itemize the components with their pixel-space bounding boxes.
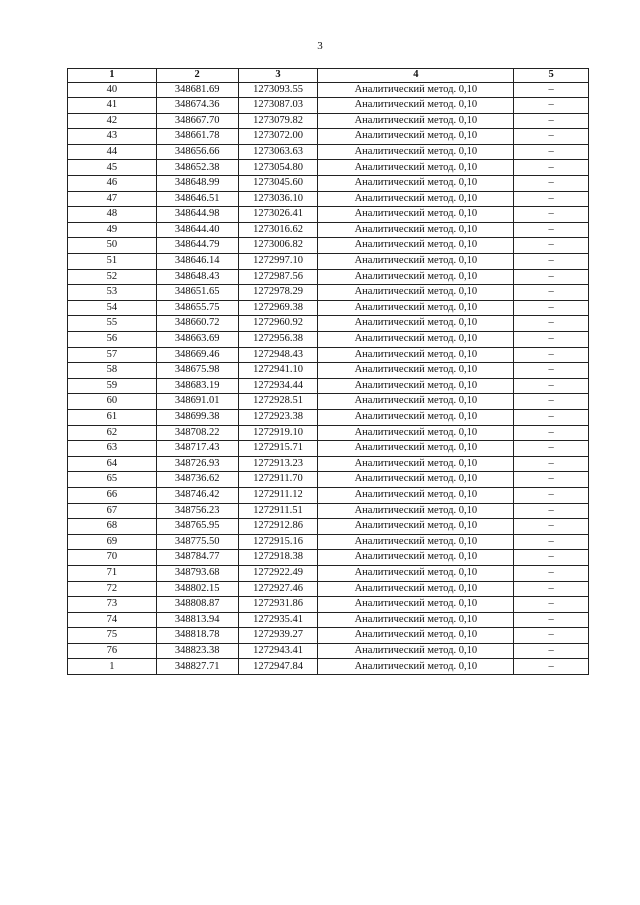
method-cell: Аналитический метод. 0,10 [318,129,514,145]
note-cell: – [514,409,589,425]
y-coordinate-cell: 1272939.27 [238,628,318,644]
point-number-cell: 70 [68,550,157,566]
note-cell: – [514,254,589,270]
x-coordinate-cell: 348675.98 [156,363,238,379]
column-header: 1 [68,69,157,83]
point-number-cell: 73 [68,597,157,613]
y-coordinate-cell: 1272918.38 [238,550,318,566]
method-cell: Аналитический метод. 0,10 [318,659,514,675]
table-row [68,207,589,223]
method-cell: Аналитический метод. 0,10 [318,113,514,129]
x-coordinate-cell: 348661.78 [156,129,238,145]
method-cell: Аналитический метод. 0,10 [318,425,514,441]
table-row [68,176,589,192]
point-number-cell: 65 [68,472,157,488]
point-number-cell: 57 [68,347,157,363]
column-header: 2 [156,69,238,83]
x-coordinate-cell: 348823.38 [156,643,238,659]
x-coordinate-cell: 348746.42 [156,487,238,503]
point-number-cell: 44 [68,144,157,160]
method-cell: Аналитический метод. 0,10 [318,82,514,98]
table-row [68,254,589,270]
x-coordinate-cell: 348717.43 [156,441,238,457]
y-coordinate-cell: 1272931.86 [238,597,318,613]
table-row [68,363,589,379]
method-cell: Аналитический метод. 0,10 [318,363,514,379]
point-number-cell: 67 [68,503,157,519]
column-header: 3 [238,69,318,83]
method-cell: Аналитический метод. 0,10 [318,472,514,488]
x-coordinate-cell: 348756.23 [156,503,238,519]
x-coordinate-cell: 348827.71 [156,659,238,675]
note-cell: – [514,144,589,160]
method-cell: Аналитический метод. 0,10 [318,176,514,192]
page-number: 3 [317,40,323,52]
point-number-cell: 71 [68,565,157,581]
table-row [68,332,589,348]
table-row [68,565,589,581]
note-cell: – [514,565,589,581]
y-coordinate-cell: 1272919.10 [238,425,318,441]
y-coordinate-cell: 1272987.56 [238,269,318,285]
table-row [68,238,589,254]
method-cell: Аналитический метод. 0,10 [318,347,514,363]
x-coordinate-cell: 348813.94 [156,612,238,628]
y-coordinate-cell: 1272915.71 [238,441,318,457]
note-cell: – [514,222,589,238]
note-cell: – [514,378,589,394]
note-cell: – [514,113,589,129]
table-row [68,300,589,316]
column-header: 4 [318,69,514,83]
table-row [68,113,589,129]
table-row [68,550,589,566]
note-cell: – [514,98,589,114]
y-coordinate-cell: 1272934.44 [238,378,318,394]
y-coordinate-cell: 1273087.03 [238,98,318,114]
y-coordinate-cell: 1273063.63 [238,144,318,160]
method-cell: Аналитический метод. 0,10 [318,550,514,566]
table-row [68,285,589,301]
point-number-cell: 60 [68,394,157,410]
x-coordinate-cell: 348667.70 [156,113,238,129]
y-coordinate-cell: 1272997.10 [238,254,318,270]
y-coordinate-cell: 1273036.10 [238,191,318,207]
point-number-cell: 64 [68,456,157,472]
table-row [68,316,589,332]
method-cell: Аналитический метод. 0,10 [318,254,514,270]
point-number-cell: 55 [68,316,157,332]
x-coordinate-cell: 348648.99 [156,176,238,192]
x-coordinate-cell: 348699.38 [156,409,238,425]
x-coordinate-cell: 348660.72 [156,316,238,332]
point-number-cell: 45 [68,160,157,176]
y-coordinate-cell: 1272941.10 [238,363,318,379]
method-cell: Аналитический метод. 0,10 [318,409,514,425]
note-cell: – [514,472,589,488]
table-row [68,597,589,613]
x-coordinate-cell: 348708.22 [156,425,238,441]
method-cell: Аналитический метод. 0,10 [318,332,514,348]
point-number-cell: 40 [68,82,157,98]
note-cell: – [514,519,589,535]
method-cell: Аналитический метод. 0,10 [318,534,514,550]
method-cell: Аналитический метод. 0,10 [318,456,514,472]
x-coordinate-cell: 348793.68 [156,565,238,581]
y-coordinate-cell: 1272956.38 [238,332,318,348]
y-coordinate-cell: 1273045.60 [238,176,318,192]
method-cell: Аналитический метод. 0,10 [318,316,514,332]
note-cell: – [514,316,589,332]
note-cell: – [514,238,589,254]
method-cell: Аналитический метод. 0,10 [318,207,514,223]
x-coordinate-cell: 348663.69 [156,332,238,348]
x-coordinate-cell: 348808.87 [156,597,238,613]
method-cell: Аналитический метод. 0,10 [318,394,514,410]
y-coordinate-cell: 1272943.41 [238,643,318,659]
x-coordinate-cell: 348644.40 [156,222,238,238]
method-cell: Аналитический метод. 0,10 [318,98,514,114]
y-coordinate-cell: 1272915.16 [238,534,318,550]
method-cell: Аналитический метод. 0,10 [318,519,514,535]
note-cell: – [514,332,589,348]
note-cell: – [514,643,589,659]
table-row [68,347,589,363]
y-coordinate-cell: 1272922.49 [238,565,318,581]
y-coordinate-cell: 1273072.00 [238,129,318,145]
x-coordinate-cell: 348765.95 [156,519,238,535]
note-cell: – [514,269,589,285]
table-row [68,441,589,457]
note-cell: – [514,363,589,379]
x-coordinate-cell: 348683.19 [156,378,238,394]
table-row [68,659,589,675]
y-coordinate-cell: 1272947.84 [238,659,318,675]
note-cell: – [514,503,589,519]
y-coordinate-cell: 1272927.46 [238,581,318,597]
y-coordinate-cell: 1273079.82 [238,113,318,129]
note-cell: – [514,191,589,207]
y-coordinate-cell: 1272912.86 [238,519,318,535]
point-number-cell: 54 [68,300,157,316]
method-cell: Аналитический метод. 0,10 [318,628,514,644]
table-row [68,378,589,394]
method-cell: Аналитический метод. 0,10 [318,378,514,394]
point-number-cell: 72 [68,581,157,597]
x-coordinate-cell: 348652.38 [156,160,238,176]
y-coordinate-cell: 1273016.62 [238,222,318,238]
method-cell: Аналитический метод. 0,10 [318,160,514,176]
method-cell: Аналитический метод. 0,10 [318,503,514,519]
table-row [68,612,589,628]
y-coordinate-cell: 1272969.38 [238,300,318,316]
y-coordinate-cell: 1272911.12 [238,487,318,503]
y-coordinate-cell: 1272923.38 [238,409,318,425]
point-number-cell: 62 [68,425,157,441]
point-number-cell: 68 [68,519,157,535]
table-row [68,191,589,207]
table-row [68,628,589,644]
table-row [68,456,589,472]
point-number-cell: 76 [68,643,157,659]
method-cell: Аналитический метод. 0,10 [318,487,514,503]
note-cell: – [514,300,589,316]
table-row [68,160,589,176]
note-cell: – [514,129,589,145]
method-cell: Аналитический метод. 0,10 [318,441,514,457]
y-coordinate-cell: 1272935.41 [238,612,318,628]
point-number-cell: 56 [68,332,157,348]
y-coordinate-cell: 1273026.41 [238,207,318,223]
point-number-cell: 50 [68,238,157,254]
x-coordinate-cell: 348656.66 [156,144,238,160]
y-coordinate-cell: 1273006.82 [238,238,318,254]
table-row [68,98,589,114]
note-cell: – [514,425,589,441]
table-row [68,534,589,550]
point-number-cell: 47 [68,191,157,207]
x-coordinate-cell: 348669.46 [156,347,238,363]
point-number-cell: 59 [68,378,157,394]
x-coordinate-cell: 348646.14 [156,254,238,270]
y-coordinate-cell: 1272911.51 [238,503,318,519]
table-row [68,643,589,659]
method-cell: Аналитический метод. 0,10 [318,612,514,628]
y-coordinate-cell: 1272928.51 [238,394,318,410]
note-cell: – [514,456,589,472]
table-row [68,144,589,160]
x-coordinate-cell: 348691.01 [156,394,238,410]
table-row [68,222,589,238]
x-coordinate-cell: 348681.69 [156,82,238,98]
method-cell: Аналитический метод. 0,10 [318,269,514,285]
note-cell: – [514,160,589,176]
x-coordinate-cell: 348655.75 [156,300,238,316]
table-row [68,82,589,98]
method-cell: Аналитический метод. 0,10 [318,581,514,597]
table-body [68,82,589,675]
table-row [68,269,589,285]
x-coordinate-cell: 348674.36 [156,98,238,114]
method-cell: Аналитический метод. 0,10 [318,191,514,207]
point-number-cell: 48 [68,207,157,223]
note-cell: – [514,612,589,628]
point-number-cell: 46 [68,176,157,192]
method-cell: Аналитический метод. 0,10 [318,643,514,659]
point-number-cell: 69 [68,534,157,550]
x-coordinate-cell: 348784.77 [156,550,238,566]
x-coordinate-cell: 348802.15 [156,581,238,597]
point-number-cell: 66 [68,487,157,503]
method-cell: Аналитический метод. 0,10 [318,285,514,301]
y-coordinate-cell: 1272911.70 [238,472,318,488]
point-number-cell: 63 [68,441,157,457]
table-row [68,394,589,410]
x-coordinate-cell: 348818.78 [156,628,238,644]
x-coordinate-cell: 348736.62 [156,472,238,488]
note-cell: – [514,597,589,613]
table-row [68,472,589,488]
note-cell: – [514,487,589,503]
method-cell: Аналитический метод. 0,10 [318,565,514,581]
method-cell: Аналитический метод. 0,10 [318,144,514,160]
table-row [68,581,589,597]
method-cell: Аналитический метод. 0,10 [318,597,514,613]
point-number-cell: 52 [68,269,157,285]
x-coordinate-cell: 348648.43 [156,269,238,285]
note-cell: – [514,441,589,457]
point-number-cell: 74 [68,612,157,628]
point-number-cell: 43 [68,129,157,145]
method-cell: Аналитический метод. 0,10 [318,238,514,254]
point-number-cell: 75 [68,628,157,644]
note-cell: – [514,534,589,550]
note-cell: – [514,659,589,675]
note-cell: – [514,347,589,363]
table-row [68,409,589,425]
note-cell: – [514,581,589,597]
x-coordinate-cell: 348644.98 [156,207,238,223]
x-coordinate-cell: 348646.51 [156,191,238,207]
point-number-cell: 53 [68,285,157,301]
note-cell: – [514,82,589,98]
point-number-cell: 41 [68,98,157,114]
method-cell: Аналитический метод. 0,10 [318,222,514,238]
x-coordinate-cell: 348644.79 [156,238,238,254]
method-cell: Аналитический метод. 0,10 [318,300,514,316]
note-cell: – [514,176,589,192]
point-number-cell: 61 [68,409,157,425]
x-coordinate-cell: 348726.93 [156,456,238,472]
y-coordinate-cell: 1272960.92 [238,316,318,332]
point-number-cell: 58 [68,363,157,379]
y-coordinate-cell: 1272948.43 [238,347,318,363]
column-header: 5 [514,69,589,83]
point-number-cell: 51 [68,254,157,270]
table-row [68,425,589,441]
note-cell: – [514,207,589,223]
table-row [68,129,589,145]
x-coordinate-cell: 348775.50 [156,534,238,550]
note-cell: – [514,285,589,301]
note-cell: – [514,394,589,410]
point-number-cell: 42 [68,113,157,129]
y-coordinate-cell: 1272978.29 [238,285,318,301]
table-row [68,487,589,503]
note-cell: – [514,550,589,566]
table-header-row [68,69,589,83]
y-coordinate-cell: 1273093.55 [238,82,318,98]
point-number-cell: 49 [68,222,157,238]
y-coordinate-cell: 1272913.23 [238,456,318,472]
y-coordinate-cell: 1273054.80 [238,160,318,176]
note-cell: – [514,628,589,644]
table-row [68,519,589,535]
point-number-cell: 1 [68,659,157,675]
table-row [68,503,589,519]
coordinates-table [67,68,589,675]
x-coordinate-cell: 348651.65 [156,285,238,301]
